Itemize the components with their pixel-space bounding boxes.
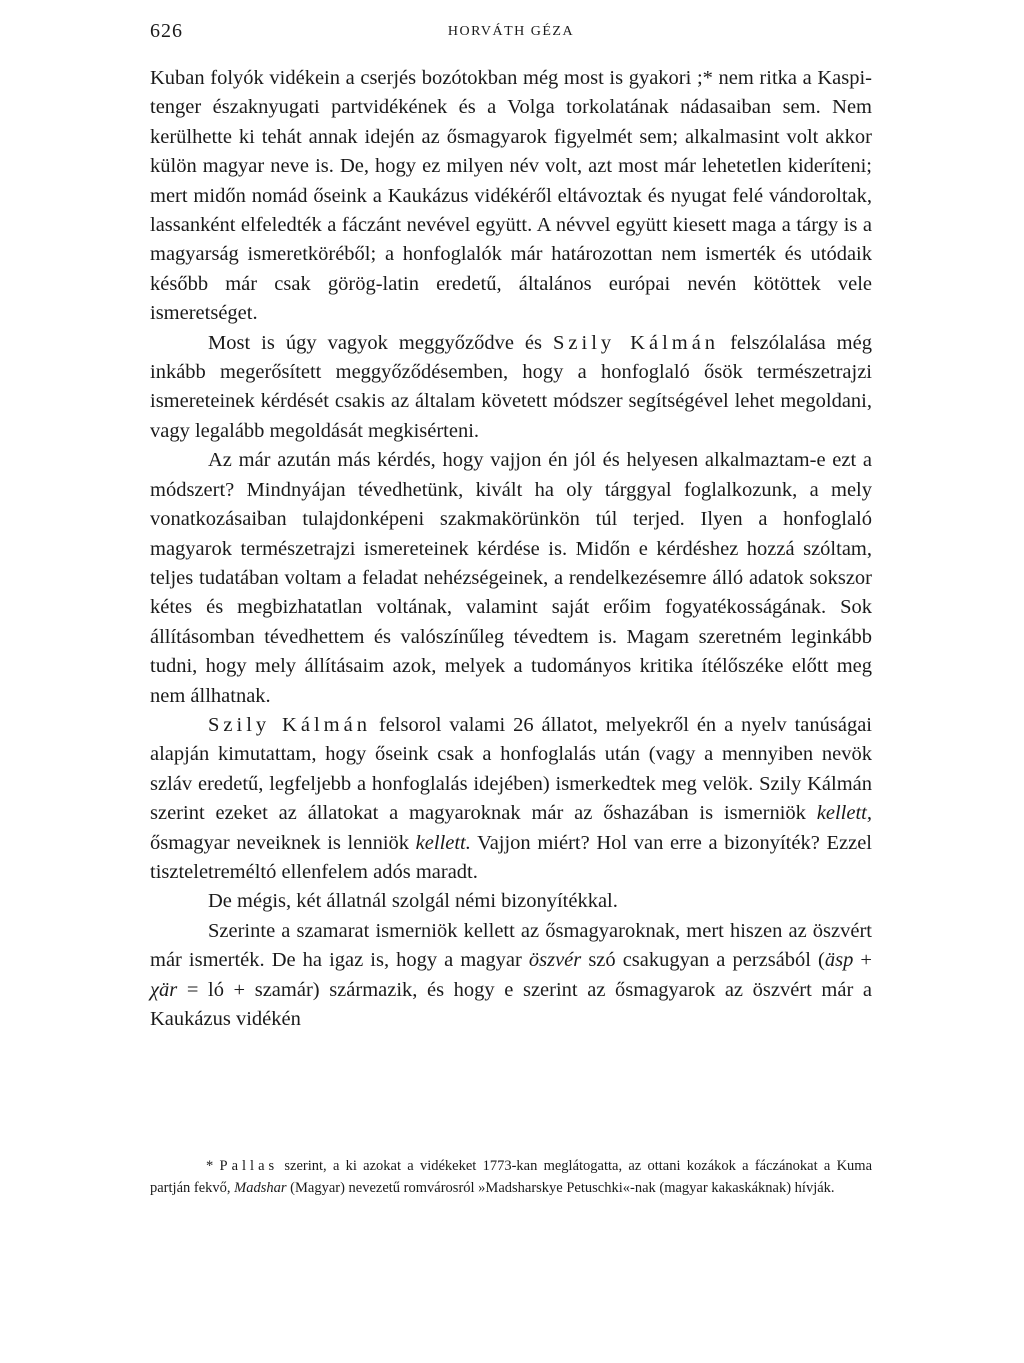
text-run: Most is úgy vagyok meggyőződve és <box>208 331 554 354</box>
text-run: Az már azután más kérdés, hogy vajjon én jól és helyesen alkalmaztam-e ezt a módszert? Mindnyájan tévedhetünk, kivált ha oly tárggyal foglalkozunk, a mely vonatkozásaiban tulajdonképeni szakmakörünkön túl terjed. Ilyen a honfoglaló magyarok természetrajzi ismereteinek kérdése is. Midőn e kérdéshez hozzá szóltam, teljes tudatában voltam a feladat nehézségeinek, a rendelkezésemre álló adatok sokszor kétes és megbizhatatlan voltának, valamint saját erőim fogyatékosságának. Sok állításomban tévedhettem és valószínűleg tévedtem is. Magam szeretném leginkább tudni, hogy mely állításaim azok, melyek a tudományos kritika ítélőszéke előtt meg nem állhatnak. <box>150 449 872 707</box>
italic-text: kellett. <box>415 831 471 854</box>
body-text <box>150 64 872 1034</box>
italic-text: öszvér <box>528 949 582 972</box>
footnote <box>150 1155 872 1199</box>
page-number: 626 <box>150 20 183 42</box>
text-run: felsorol valami 26 állatot, melyekről én a nyelv tanúságai alapján kimutattam, hogy őseink csak a honfoglalás után (vagy a mennyiben nevök szláv eredetű, legfeljebb a honfoglalás idejében) ismerkedtek meg velök. Szily Kálmán szerint ezeket az állatokat a magyaroknak már az őshazában is ismerniök <box>150 713 872 825</box>
text-run: ősmagyar neveiknek is lenniök <box>150 831 416 854</box>
text-run: + <box>853 949 872 972</box>
text-run: szerint, a ki azokat a vidékeket 1773-kan meglátogatta, az ottani kozákok a fáczánokat a Kuma partján fekvő, <box>150 1158 873 1196</box>
paragraph <box>150 711 872 887</box>
text-run: felszólalása még inkább megerősített meggyőződésemben, hogy a honfoglaló ősök természetrajzi ismereteinek kérdését csakis az általam követett módszer segítségével lehet megoldani, vagy legalább megoldását megkisérteni. <box>150 331 872 442</box>
paragraph <box>150 329 872 447</box>
text-run: * <box>206 1158 220 1174</box>
footnotes <box>150 1155 872 1199</box>
text-run: = ló + szamár) származik, és hogy e szerint az ősmagyarok az öszvért már a Kaukázus vidékén <box>150 978 872 1030</box>
running-head: HORVÁTH GÉZA <box>447 24 575 39</box>
italic-text: äsp <box>824 949 854 972</box>
text-run: Kuban folyók vidékein a cserjés bozótokban még most is gyakori ;* nem ritka a Kaspi-tenger északnyugati partvidékének és a Volga torkolatának nádasaiban sem. Nem kerülhette ki tehát annak idején az ősmagyarok figyelmét sem; alkalmasint volt akkor külön magyar neve is. De, hogy ez milyen név volt, azt most már lehetetlen kideríteni; mert midőn nomád őseink a Kaukázus vidékéről eltávoztak és nyugat felé vándoroltak, lassanként elfeledték a fáczánt nevével együtt. A névvel együtt kiesett maga a tárgy is a magyarság ismeretköréből; a honfoglalók már határozottan nem ismerték és utódaik később már csak görög-latin eredetű, általános európai nevén kötöttek vele ismeretséget. <box>150 67 872 325</box>
italic-text: Madshar <box>234 1180 287 1196</box>
text-run: (Magyar) nevezetű romvárosról »Madsharskye Petuschki«-nak (magyar kakaskáknak) hívják. <box>286 1180 835 1196</box>
spaced-name: Szily Kálmán <box>208 713 371 736</box>
spaced-name: Pallas <box>219 1158 279 1174</box>
text-run: De mégis, két állatnál szolgál némi bizonyítékkal. <box>208 890 618 913</box>
paragraph <box>150 64 872 329</box>
italic-text: kellett, <box>816 802 872 825</box>
paragraph <box>150 887 872 916</box>
text-run: Szerinte a szamarat ismerniök kellett az ősmagyaroknak, mert hiszen az öszvért már ismerték. De ha igaz is, hogy a magyar <box>150 919 872 972</box>
italic-text: χär <box>150 978 178 1001</box>
paragraph <box>150 917 872 1035</box>
paragraph <box>150 446 872 711</box>
page-header <box>150 20 872 50</box>
text-run: Vajjon miért? Hol van erre a bizonyíték? Ezzel tiszteletreméltó ellenfelem adós maradt. <box>150 831 872 883</box>
spaced-name: Szily Kálmán <box>553 331 720 354</box>
text-run: szó csakugyan a perzsából ( <box>581 949 825 972</box>
